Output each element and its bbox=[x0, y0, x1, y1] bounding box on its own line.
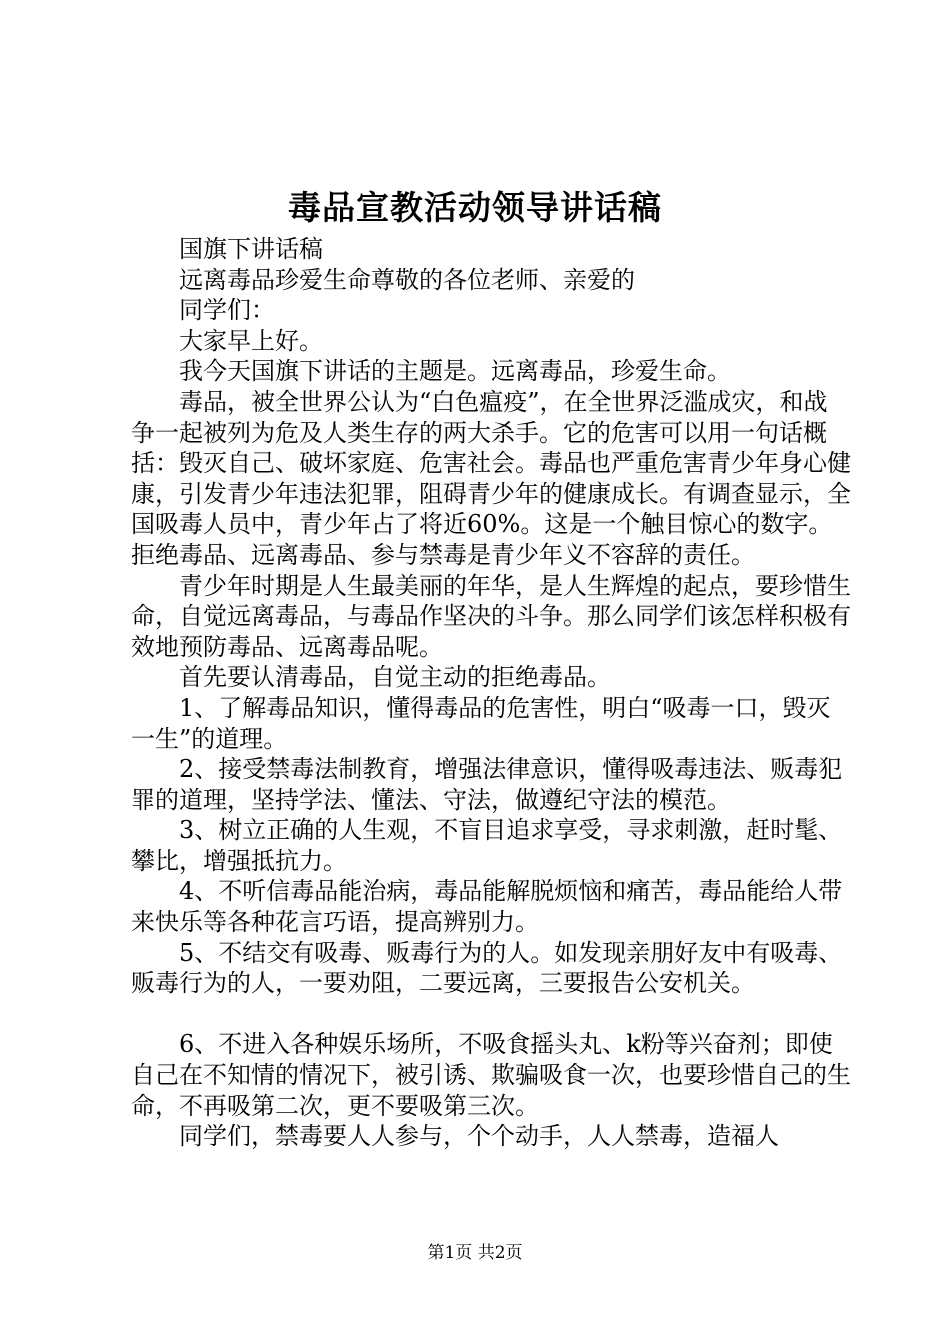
paragraph: 我今天国旗下讲话的主题是。远离毒品，珍爱生命。 bbox=[179, 357, 731, 386]
document-title: 毒品宣教活动领导讲话稿 bbox=[288, 188, 662, 227]
list-item: 3、树立正确的人生观，不盲目追求享受，寻求刺激，赶时髦、攀比，增强抵抗力。 bbox=[131, 816, 843, 875]
paragraph: 同学们，禁毒要人人参与，个个动手，人人禁毒，造福人 bbox=[179, 1122, 779, 1151]
paragraph: 同学们： bbox=[179, 296, 275, 325]
list-item: 2、接受禁毒法制教育，增强法律意识，懂得吸毒违法、贩毒犯罪的道理，坚持学法、懂法、守法，做遵纪守法的模范。 bbox=[131, 755, 843, 814]
list-item: 6、不进入各种娱乐场所，不吸食摇头丸、k粉等兴奋剂；即使自己在不知情的情况下，被引诱、欺骗吸食一次，也要珍惜自己的生命，不再吸第二次，更不要吸第三次。 bbox=[131, 1030, 851, 1120]
paragraph: 国旗下讲话稿 bbox=[179, 235, 323, 263]
page-number: 第1页 共2页 bbox=[427, 1243, 523, 1263]
paragraph: 毒品，被全世界公认为“白色瘟疫”，在全世界泛滥成灾，和战争一起被列为危及人类生存的两大杀手。它的危害可以用一句话概括：毁灭自己、破坏家庭、危害社会。毒品也严重危害青少年身心健康，引发青少年违法犯罪，阻碍青少年的健康成长。有调查显示，全国吸毒人员中，青少年占了将近60%。这是一个触目惊心的数字。拒绝毒品、远离毒品、参与禁毒是青少年义不容辞的责任。 bbox=[131, 387, 851, 569]
document-body bbox=[131, 234, 851, 1152]
paragraph: 远离毒品珍爱生命尊敬的各位老师、亲爱的 bbox=[179, 265, 635, 294]
paragraph: 首先要认清毒品，自觉主动的拒绝毒品。 bbox=[179, 663, 611, 692]
paragraph: 青少年时期是人生最美丽的年华，是人生辉煌的起点，要珍惜生命，自觉远离毒品，与毒品作坚决的斗争。那么同学们该怎样积极有效地预防毒品、远离毒品呢。 bbox=[131, 571, 851, 661]
list-item: 4、不听信毒品能治病，毒品能解脱烦恼和痛苦，毒品能给人带来快乐等各种花言巧语，提高辨别力。 bbox=[131, 877, 843, 937]
list-item: 5、不结交有吸毒、贩毒行为的人。如发现亲朋好友中有吸毒、贩毒行为的人，一要劝阻，二要远离，三要报告公安机关。 bbox=[131, 938, 843, 998]
list-item: 1、了解毒品知识，懂得毒品的危害性，明白“吸毒一口，毁灭一生”的道理。 bbox=[131, 693, 831, 753]
paragraph: 大家早上好。 bbox=[179, 326, 323, 355]
